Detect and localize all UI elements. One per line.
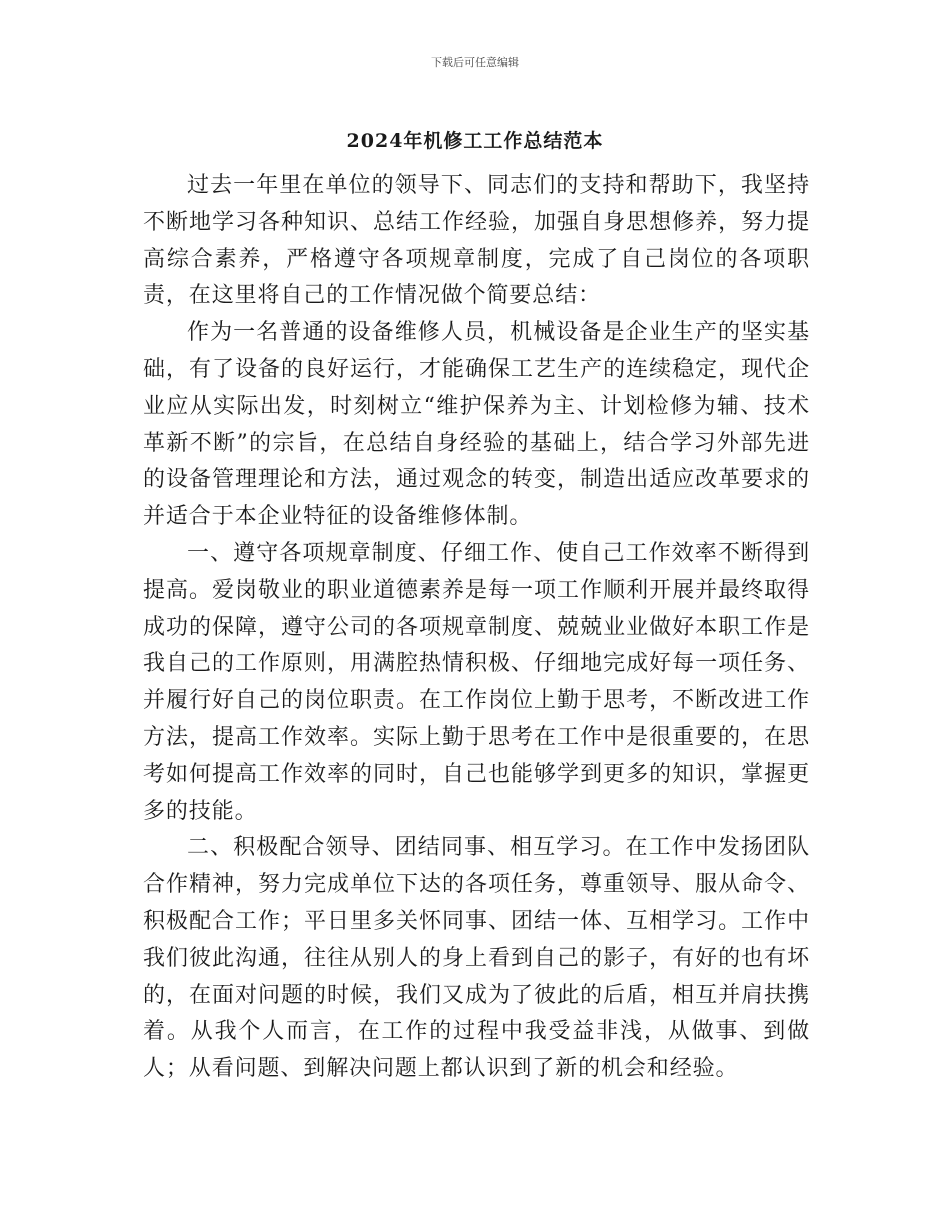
paragraph-section-two: 二、积极配合领导、团结同事、相互学习。在工作中发扬团队合作精神，努力完成单位下达的各项任务，尊重领导、服从命令、积极配合工作；平日里多关怀同事、团结一体、互相学习。工作中我们彼此沟通，往往从别人的身上看到自己的影子，有好的也有坏的，在面对问题的时候，我们又成为了彼此的后盾，相互并肩扶携着。从我个人而言，在工作的过程中我受益非浅，从做事、到做人；从看问题、到解决问题上都认识到了新的机会和经验。 [143, 835, 810, 1082]
header-note: 下载后可任意编辑 [431, 56, 519, 69]
paragraph-role: 作为一名普通的设备维修人员，机械设备是企业生产的坚实基础，有了设备的良好运行，才能确保工艺生产的连续稳定，现代企业应从实际出发，时刻树立“维护保养为主、计划检修为辅、技术革新不断”的宗旨，在总结自身经验的基础上，结合学习外部先进的设备管理理论和方法，通过观念的转变，制造出适应改革要求的并适合于本企业特征的设备维修体制。 [143, 320, 810, 530]
document-title: 2024年机修工工作总结范本 [346, 130, 604, 152]
document-body [143, 168, 810, 1088]
paragraph-intro: 过去一年里在单位的领导下、同志们的支持和帮助下，我坚持不断地学习各种知识、总结工作经验，加强自身思想修养，努力提高综合素养，严格遵守各项规章制度，完成了自己岗位的各项职责，在这里将自己的工作情况做个简要总结： [143, 173, 810, 309]
paragraph-section-one: 一、遵守各项规章制度、仔细工作、使自己工作效率不断得到提高。爱岗敬业的职业道德素养是每一项工作顺利开展并最终取得成功的保障，遵守公司的各项规章制度、兢兢业业做好本职工作是我自己的工作原则，用满腔热情积极、仔细地完成好每一项任务、并履行好自己的岗位职责。在工作岗位上勤于思考，不断改进工作方法，提高工作效率。实际上勤于思考在工作中是很重要的，在思考如何提高工作效率的同时，自己也能够学到更多的知识，掌握更多的技能。 [143, 540, 810, 824]
